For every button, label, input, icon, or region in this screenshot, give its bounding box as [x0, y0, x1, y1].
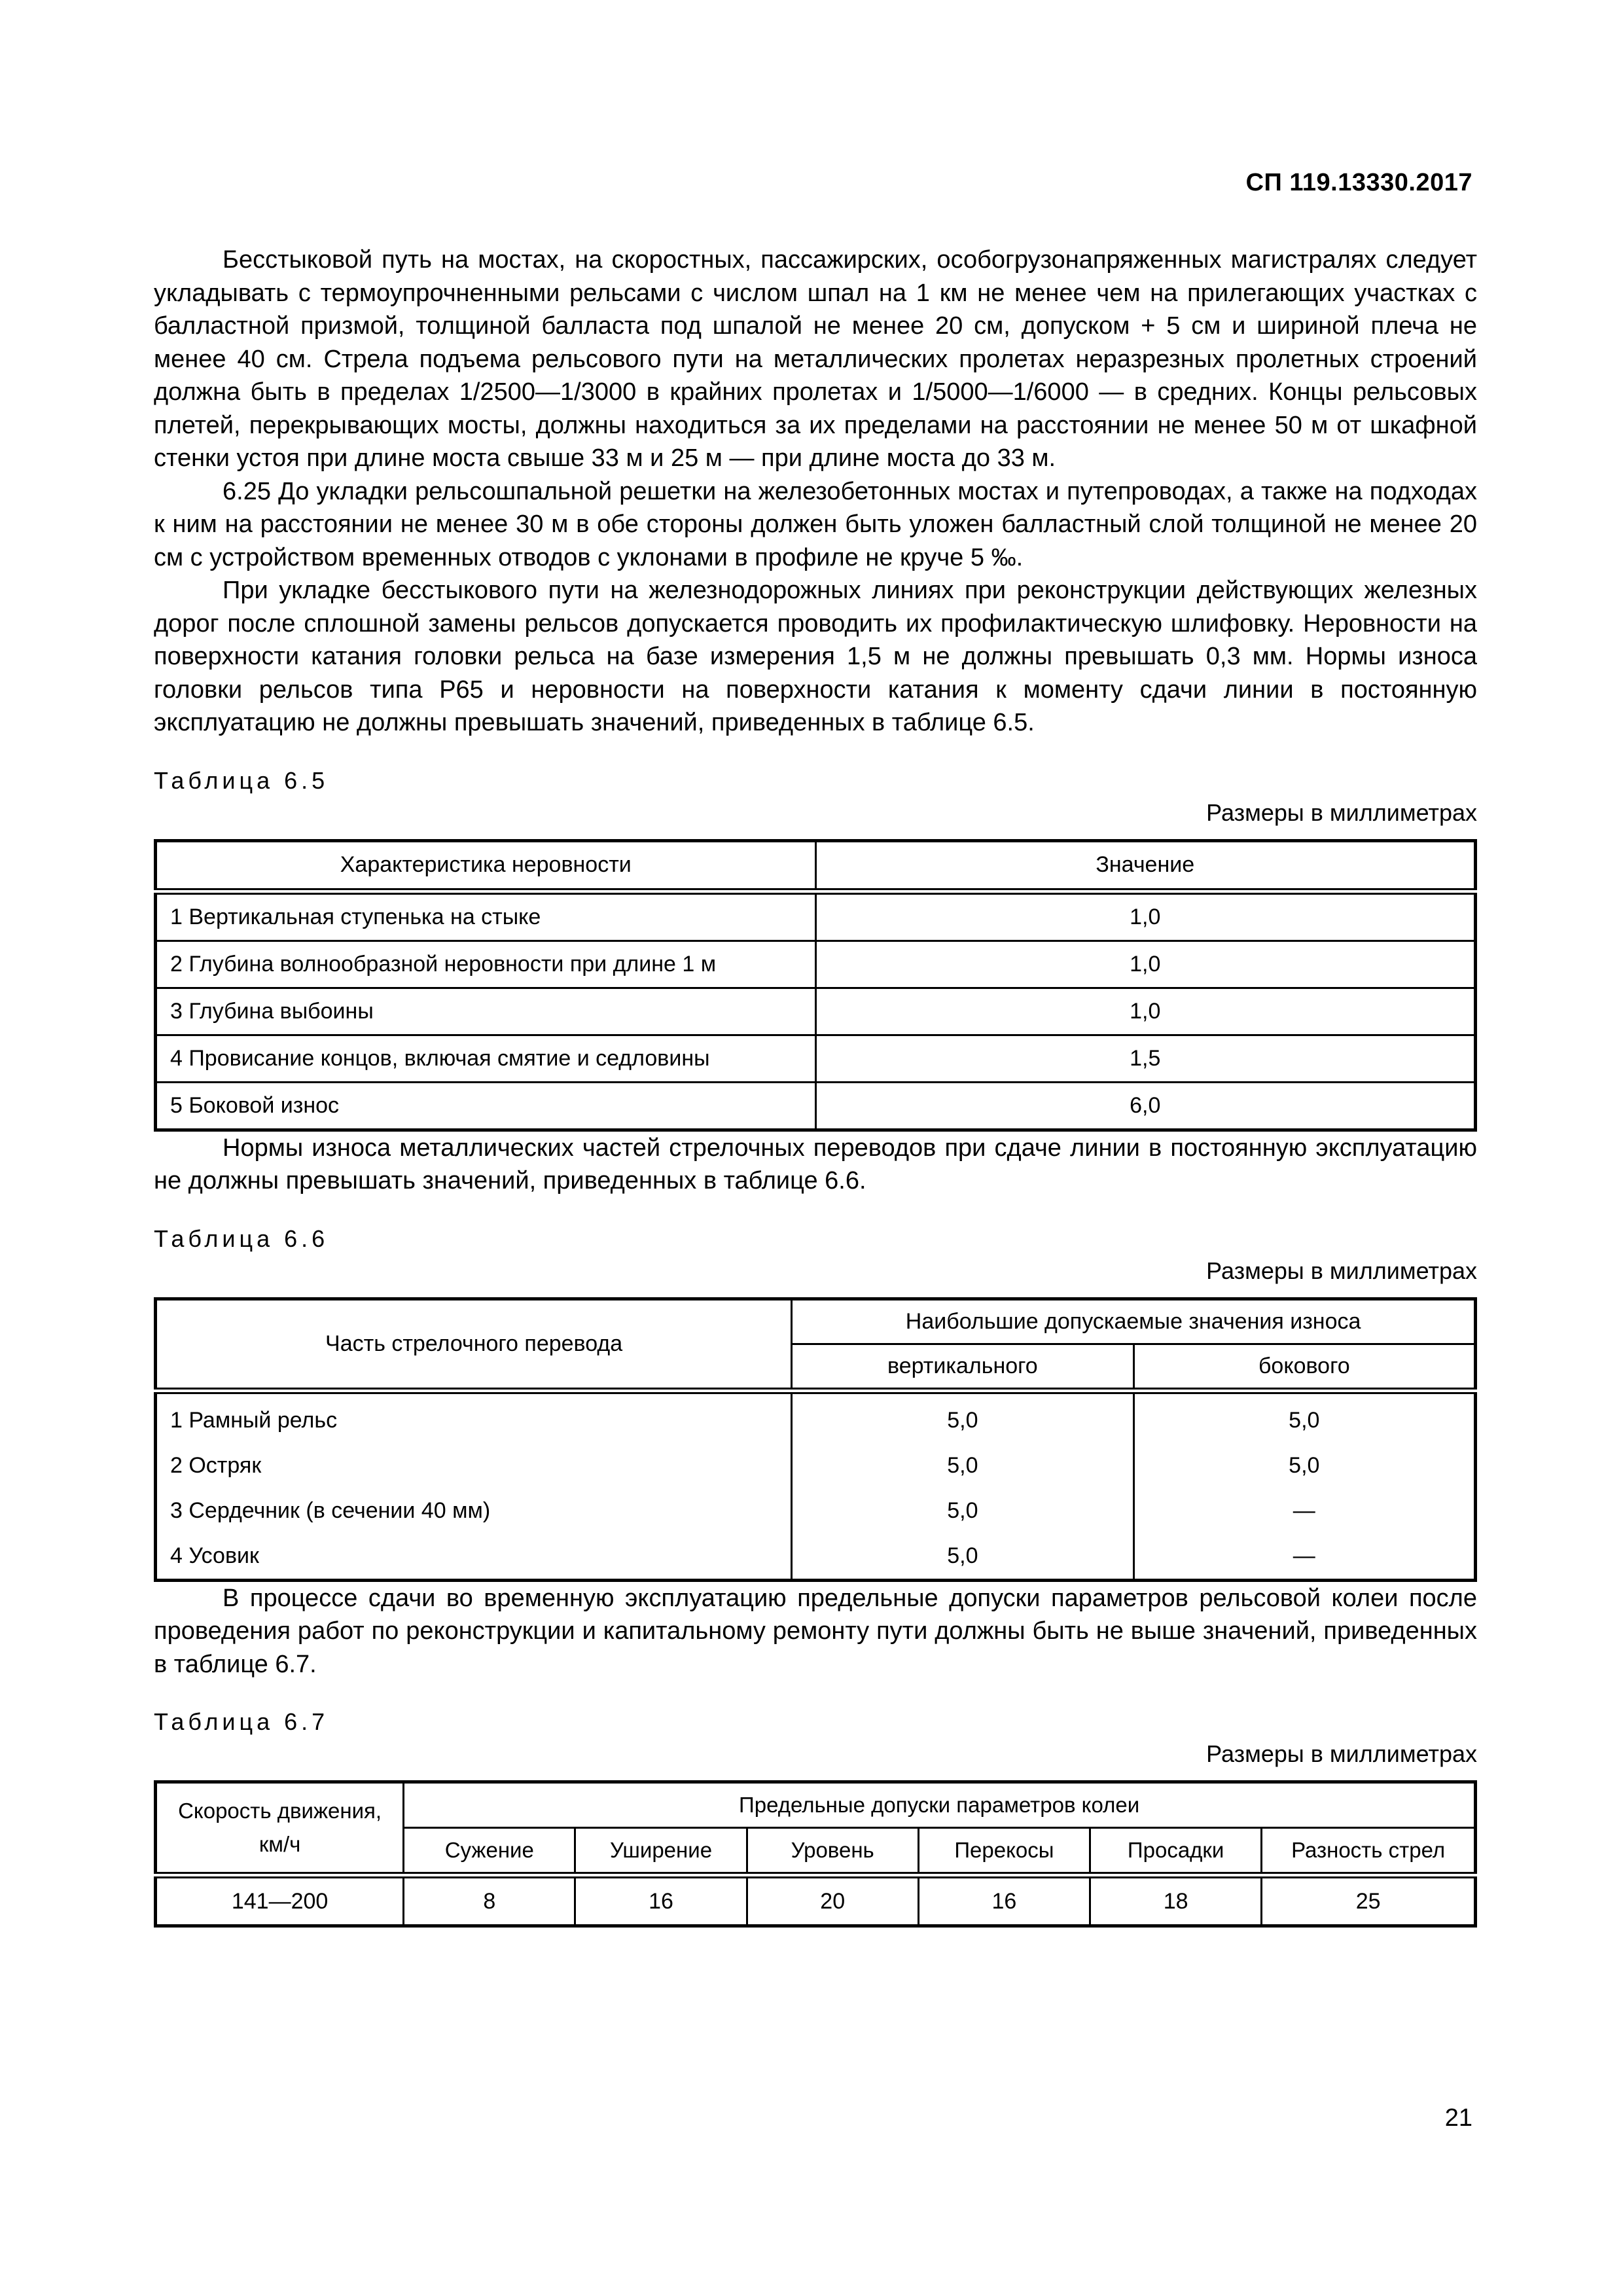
cell-characteristic: 5 Боковой износ: [156, 1082, 816, 1130]
table-row: [156, 1443, 1476, 1488]
cell-level: 20: [747, 1875, 918, 1926]
table-row: [156, 1035, 1476, 1082]
paragraph-6-25: 6.25 До укладки рельсошпальной решетки на железобетонных мостах и путепроводах, а также на подходах к ним на расстоянии не менее 30 м в обе стороны должен быть уложен балластный слой толщиной не менее 20 см с устройством временных отводов с уклонами в профиле не круче 5 ‰.: [154, 477, 1477, 571]
paragraph-rail-grinding: При укладке бесстыкового пути на железнодорожных линиях при реконструкции действующих железных дорог после сплошной замены рельсов допускается проводить их профилактическую шлифовку. Неровности на поверхности катания головки рельса на базе измерения 1,5 м не должны превышать 0,3 мм. Нормы износа головки рельсов типа Р65 и неровности на поверхности катания к моменту сдачи линии в постоянную эксплуатацию не должны превышать значений, приведенных в таблице 6.5.: [154, 577, 1477, 736]
column-group-header: Предельные допуски параметров колеи: [404, 1782, 1476, 1828]
cell-part: 3 Сердечник (в сечении 40 мм): [156, 1488, 792, 1534]
table-6-6-units: Размеры в миллиметрах: [1206, 1257, 1477, 1284]
table-6-5-units: Размеры в миллиметрах: [1206, 798, 1477, 826]
cell-part: 2 Остряк: [156, 1443, 792, 1488]
table-row: [156, 988, 1476, 1035]
column-header-twist: Перекосы: [918, 1828, 1090, 1876]
cell-subsidence: 18: [1090, 1875, 1262, 1926]
table-6-6: [154, 1297, 1477, 1582]
cell-lateral: —: [1133, 1534, 1475, 1581]
cell-value: 1,0: [815, 988, 1476, 1035]
cell-widening: 16: [575, 1875, 747, 1926]
column-group-header: Наибольшие допускаемые значения износа: [792, 1299, 1476, 1344]
cell-value: 1,0: [815, 941, 1476, 988]
table-row: [156, 891, 1476, 941]
cell-value: 6,0: [815, 1082, 1476, 1130]
cell-twist: 16: [918, 1875, 1090, 1926]
cell-vertical: 5,0: [792, 1534, 1133, 1581]
cell-speed: 141—200: [156, 1875, 404, 1926]
table-6-5: [154, 839, 1477, 1132]
document-code: СП 119.13330.2017: [1245, 169, 1472, 196]
column-header-part: Часть стрелочного перевода: [156, 1299, 792, 1391]
page-content: [154, 243, 1477, 1928]
table-row: [156, 1391, 1476, 1443]
table-row: [156, 1534, 1476, 1581]
table-row: [156, 941, 1476, 988]
column-header-versine-difference: Разность стрел: [1262, 1828, 1476, 1876]
column-header-lateral: бокового: [1133, 1344, 1475, 1391]
column-header: Значение: [815, 840, 1476, 891]
table-6-5-caption: Таблица 6.5: [154, 766, 329, 794]
cell-characteristic: 2 Глубина волнообразной неровности при длине 1 м: [156, 941, 816, 988]
cell-lateral: 5,0: [1133, 1391, 1475, 1443]
table-6-7-units: Размеры в миллиметрах: [1206, 1740, 1477, 1767]
table-6-7: [154, 1780, 1477, 1928]
table-6-6-caption: Таблица 6.6: [154, 1225, 329, 1252]
cell-value: 1,0: [815, 891, 1476, 941]
column-header-level: Уровень: [747, 1828, 918, 1876]
cell-vertical: 5,0: [792, 1391, 1133, 1443]
cell-characteristic: 1 Вертикальная ступенька на стыке: [156, 891, 816, 941]
column-header-widening: Уширение: [575, 1828, 747, 1876]
cell-part: 1 Рамный рельс: [156, 1391, 792, 1443]
cell-characteristic: 3 Глубина выбоины: [156, 988, 816, 1035]
cell-characteristic: 4 Провисание концов, включая смятие и седловины: [156, 1035, 816, 1082]
column-header-vertical: вертикального: [792, 1344, 1133, 1391]
cell-vertical: 5,0: [792, 1488, 1133, 1534]
column-header-speed: Скорость движения, км/ч: [156, 1782, 404, 1876]
cell-lateral: —: [1133, 1488, 1475, 1534]
cell-part: 4 Усовик: [156, 1534, 792, 1581]
table-row: [156, 1875, 1476, 1926]
cell-vertical: 5,0: [792, 1443, 1133, 1488]
table-row: [156, 1082, 1476, 1130]
cell-lateral: 5,0: [1133, 1443, 1475, 1488]
column-header: Характеристика неровности: [156, 840, 816, 891]
paragraph-continuous-welded-track: Бесстыковой путь на мостах, на скоростных, пассажирских, особогрузонапряженных магистралях следует укладывать с термоупрочненными рельсами с числом шпал на 1 км не менее чем на прилегающих участках с балластной призмой, толщиной балласта под шпалой не менее 20 см, допуском + 5 см и шириной плеча не менее 40 см. Стрела подъема рельсового пути на металлических пролетах неразрезных пролетных строений должна быть в пределах 1/2500—1/3000 в крайних пролетах и 1/5000—1/6000 — в средних. Концы рельсовых плетей, перекрывающих мосты, должны находиться за их пределами на расстоянии не менее 50 м от шкафной стенки устоя при длине моста свыше 33 м и 25 м — при длине моста до 33 м.: [154, 246, 1477, 472]
cell-versine-difference: 25: [1262, 1875, 1476, 1926]
column-header-narrowing: Сужение: [404, 1828, 575, 1876]
column-header-subsidence: Просадки: [1090, 1828, 1262, 1876]
paragraph-track-gauge-tolerances: В процессе сдачи во временную эксплуатацию предельные допуски параметров рельсовой колеи после проведения работ по реконструкции и капитальному ремонту пути должны быть не выше значений, приведенных в таблице 6.7.: [154, 1584, 1477, 1678]
paragraph-switch-wear: Нормы износа металлических частей стрелочных переводов при сдаче линии в постоянную эксплуатацию не должны превышать значений, приведенных в таблице 6.6.: [154, 1134, 1477, 1194]
table-6-7-caption: Таблица 6.7: [154, 1708, 329, 1735]
table-row: [156, 1488, 1476, 1534]
cell-narrowing: 8: [404, 1875, 575, 1926]
page-number: 21: [1444, 2104, 1472, 2132]
cell-value: 1,5: [815, 1035, 1476, 1082]
